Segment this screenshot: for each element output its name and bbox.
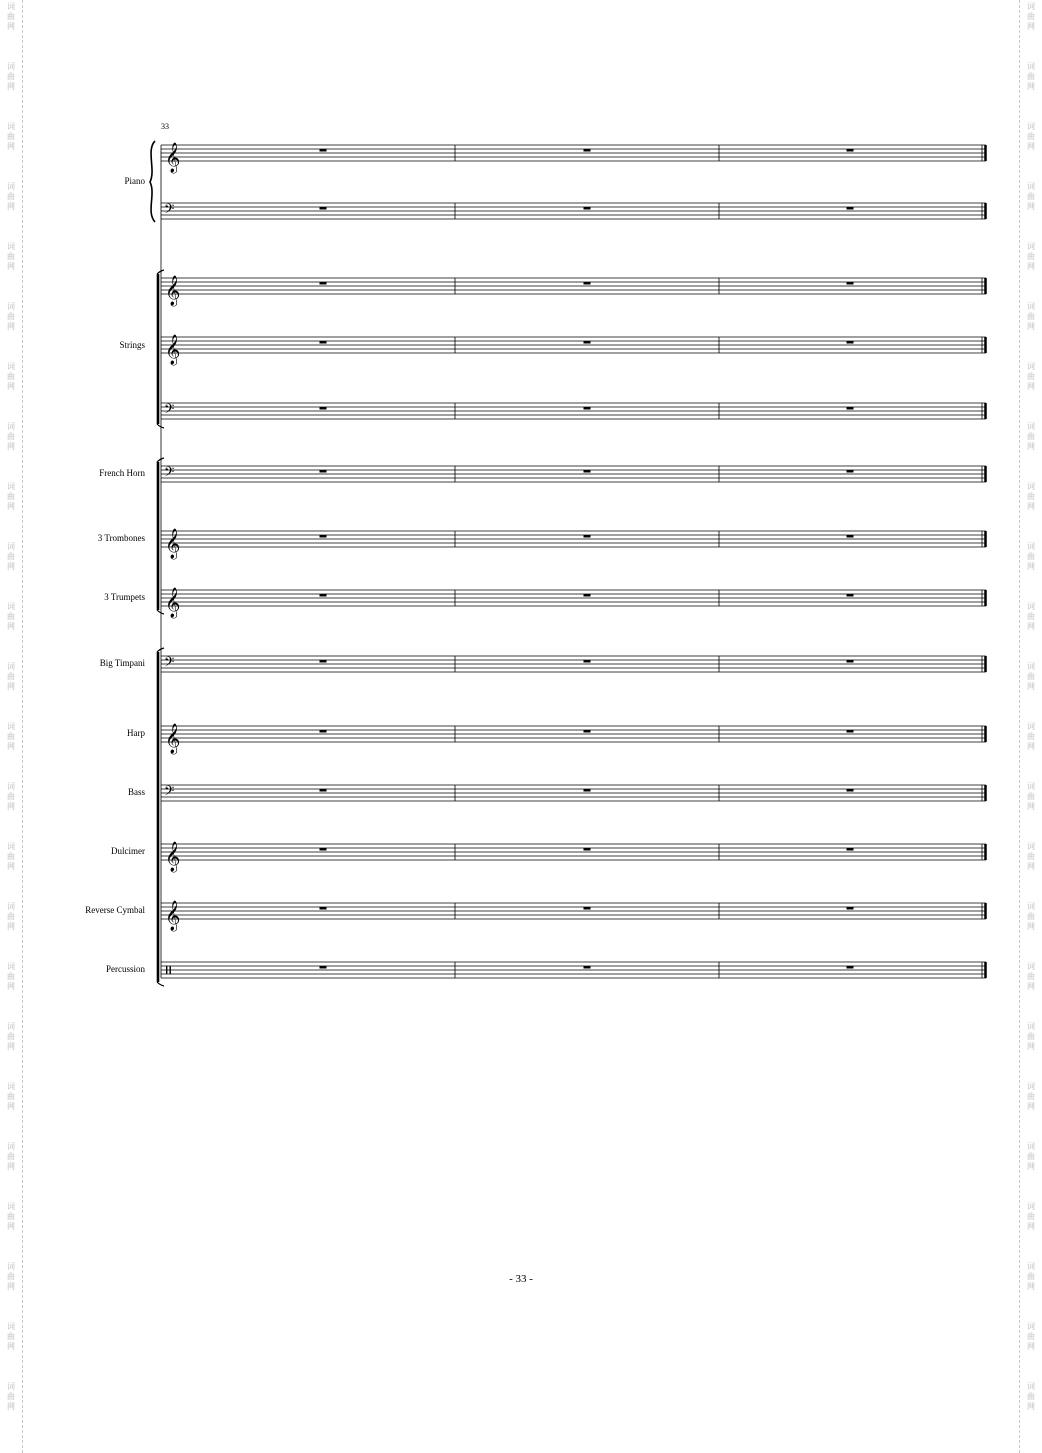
bass-clef: 𝄢	[164, 783, 175, 802]
watermark-glyph-group	[0, 1202, 22, 1232]
watermark-glyph-group	[0, 122, 22, 152]
watermark-char: 网	[7, 382, 15, 391]
staff-bass	[161, 783, 986, 802]
whole-rest	[320, 407, 327, 410]
instrument-label: 3 Trombones	[97, 533, 145, 543]
whole-rest	[320, 341, 327, 344]
watermark-char: 词	[7, 242, 15, 251]
brackets	[150, 141, 164, 986]
watermark-glyph-group	[1020, 362, 1042, 392]
staff-piano-treble	[161, 142, 986, 174]
watermark-char: 网	[1027, 622, 1035, 631]
whole-rest	[320, 730, 327, 733]
watermark-char: 词	[7, 722, 15, 731]
watermark-glyph-group	[1020, 1382, 1042, 1412]
watermark-glyph-group	[0, 362, 22, 392]
watermark-glyph-group	[0, 842, 22, 872]
watermark-char: 网	[1027, 82, 1035, 91]
instrument-label: Strings	[119, 340, 145, 350]
watermark-char: 网	[7, 1102, 15, 1111]
instrument-label: Big Timpani	[99, 658, 145, 668]
staff-percussion	[161, 962, 986, 978]
watermark-char: 曲	[7, 432, 15, 441]
watermark-char: 网	[7, 862, 15, 871]
watermark-glyph-group	[1020, 662, 1042, 692]
watermark-char: 网	[7, 262, 15, 271]
watermark-char: 曲	[7, 372, 15, 381]
staff-trumpets	[161, 587, 986, 619]
watermark-char: 曲	[1027, 1272, 1035, 1281]
watermark-char: 词	[1027, 662, 1035, 671]
watermark-char: 曲	[1027, 12, 1035, 21]
staff-big-timpani	[161, 654, 986, 673]
watermark-char: 曲	[7, 1032, 15, 1041]
watermark-glyph-group	[1020, 62, 1042, 92]
whole-rest	[584, 341, 591, 344]
instrument-label: Percussion	[106, 964, 145, 974]
whole-rest	[847, 848, 854, 851]
watermark-char: 曲	[1027, 1092, 1035, 1101]
treble-clef: 𝄞	[165, 588, 181, 618]
staff-harp	[161, 723, 986, 755]
watermark-char: 词	[1027, 602, 1035, 611]
staff-dulcimer	[161, 841, 986, 873]
watermark-char: 词	[7, 182, 15, 191]
whole-rest	[847, 789, 854, 792]
watermark-char: 网	[7, 322, 15, 331]
bracket-hook-bottom	[157, 424, 164, 428]
watermark-char: 词	[7, 902, 15, 911]
instrument-label: Piano	[124, 176, 145, 186]
watermark-char: 曲	[7, 972, 15, 981]
watermark-char: 网	[7, 442, 15, 451]
measure-number: 33	[161, 122, 169, 131]
watermark-char: 词	[1027, 1262, 1035, 1271]
percussion-bracket	[157, 648, 164, 986]
watermark-glyph-group	[1020, 542, 1042, 572]
watermark-char: 词	[1027, 842, 1035, 851]
watermark-char: 网	[7, 502, 15, 511]
whole-rest	[847, 407, 854, 410]
brass-bracket	[157, 458, 164, 614]
watermark-char: 词	[7, 1322, 15, 1331]
watermark-glyph-group	[0, 302, 22, 332]
bass-clef: 𝄢	[164, 401, 175, 420]
watermark-char: 词	[1027, 1322, 1035, 1331]
whole-rest	[847, 660, 854, 663]
watermark-glyph-group	[0, 242, 22, 272]
watermark-glyph-group	[0, 962, 22, 992]
watermark-char: 曲	[7, 912, 15, 921]
watermark-char: 词	[7, 1202, 15, 1211]
watermark-char: 词	[1027, 182, 1035, 191]
watermark-char: 网	[7, 1042, 15, 1051]
watermark-glyph-group	[1020, 902, 1042, 932]
watermark-char: 词	[1027, 302, 1035, 311]
watermark-char: 词	[1027, 962, 1035, 971]
whole-rest	[320, 282, 327, 285]
staff-strings-1	[161, 275, 986, 307]
watermark-char: 网	[1027, 802, 1035, 811]
whole-rest	[320, 594, 327, 597]
treble-clef: 𝄞	[165, 529, 181, 559]
whole-rest	[584, 848, 591, 851]
watermark-char: 网	[7, 562, 15, 571]
whole-rest	[847, 149, 854, 152]
watermark-char: 曲	[7, 552, 15, 561]
watermark-char: 曲	[7, 672, 15, 681]
watermark-glyph-group	[1020, 182, 1042, 212]
watermark-char: 曲	[7, 1392, 15, 1401]
watermark-glyph-group	[1020, 842, 1042, 872]
watermark-char: 曲	[1027, 852, 1035, 861]
whole-rest	[320, 149, 327, 152]
watermark-char: 词	[7, 482, 15, 491]
watermark-char: 曲	[1027, 252, 1035, 261]
watermark-char: 词	[7, 602, 15, 611]
watermark-char: 网	[7, 622, 15, 631]
watermark-char: 曲	[7, 612, 15, 621]
watermark-char: 网	[7, 1222, 15, 1231]
watermark-char: 网	[1027, 562, 1035, 571]
watermark-glyph-group	[1020, 122, 1042, 152]
watermark-char: 曲	[1027, 492, 1035, 501]
watermark-char: 词	[1027, 422, 1035, 431]
watermark-char: 网	[1027, 142, 1035, 151]
staff-strings-2	[161, 334, 986, 366]
whole-rest	[320, 966, 327, 969]
watermark-char: 词	[1027, 62, 1035, 71]
watermark-char: 曲	[1027, 732, 1035, 741]
watermark-glyph-group	[1020, 602, 1042, 632]
watermark-char: 词	[1027, 2, 1035, 11]
watermark-char: 词	[1027, 1022, 1035, 1031]
watermark-glyph-group	[1020, 302, 1042, 332]
watermark-glyph-group	[1020, 422, 1042, 452]
watermark-char: 曲	[1027, 672, 1035, 681]
watermark-glyph-group	[1020, 2, 1042, 32]
watermark-char: 曲	[1027, 1032, 1035, 1041]
watermark-glyph-group	[0, 62, 22, 92]
staff-reverse-cymbal	[161, 900, 986, 932]
treble-clef: 𝄞	[165, 276, 181, 306]
watermark-char: 曲	[1027, 372, 1035, 381]
watermark-glyph-group	[1020, 722, 1042, 752]
watermark-char: 词	[1027, 362, 1035, 371]
whole-rest	[584, 207, 591, 210]
watermark-char: 网	[1027, 1402, 1035, 1411]
whole-rest	[584, 407, 591, 410]
watermark-glyph-group	[0, 662, 22, 692]
watermark-glyph-group	[1020, 1022, 1042, 1052]
watermark-char: 网	[1027, 202, 1035, 211]
instrument-label: French Horn	[99, 468, 145, 478]
watermark-char: 词	[1027, 542, 1035, 551]
watermark-glyph-group	[1020, 782, 1042, 812]
watermark-char: 曲	[1027, 1152, 1035, 1161]
watermark-glyph-group	[0, 782, 22, 812]
watermark-char: 词	[1027, 122, 1035, 131]
watermark-char: 曲	[1027, 912, 1035, 921]
whole-rest	[847, 535, 854, 538]
bracket-hook-top	[157, 458, 164, 462]
bass-clef: 𝄢	[164, 654, 175, 673]
watermark-char: 词	[1027, 242, 1035, 251]
watermark-glyph-group	[1020, 1262, 1042, 1292]
watermark-char: 网	[7, 1402, 15, 1411]
treble-clef: 𝄞	[165, 335, 181, 365]
watermark-char: 词	[7, 662, 15, 671]
whole-rest	[584, 660, 591, 663]
watermark-char: 词	[7, 422, 15, 431]
page-number: - 33 -	[509, 1273, 533, 1285]
whole-rest	[584, 282, 591, 285]
watermark-glyph-group	[0, 1382, 22, 1412]
whole-rest	[847, 594, 854, 597]
instrument-label: Bass	[127, 787, 145, 797]
watermark-glyph-group	[1020, 1202, 1042, 1232]
whole-rest	[847, 207, 854, 210]
watermark-char: 网	[1027, 502, 1035, 511]
watermark-char: 网	[7, 682, 15, 691]
instrument-label: 3 Trumpets	[104, 592, 145, 602]
whole-rest	[320, 789, 327, 792]
watermark-char: 词	[7, 1262, 15, 1271]
whole-rest	[584, 789, 591, 792]
bracket-hook-bottom	[157, 982, 164, 986]
watermark-char: 网	[7, 1162, 15, 1171]
watermark-char: 网	[7, 742, 15, 751]
watermark-char: 网	[1027, 1102, 1035, 1111]
watermark-char: 词	[7, 122, 15, 131]
watermark-char: 词	[7, 2, 15, 11]
instrument-labels	[85, 176, 145, 974]
whole-rest	[584, 730, 591, 733]
watermark-char: 网	[1027, 382, 1035, 391]
watermark-glyph-group	[0, 1322, 22, 1352]
watermark-char: 曲	[1027, 1392, 1035, 1401]
watermark-char: 曲	[7, 312, 15, 321]
whole-rest	[320, 535, 327, 538]
watermark-char: 曲	[7, 492, 15, 501]
bracket-hook-top	[157, 648, 164, 652]
whole-rest	[320, 907, 327, 910]
instrument-label: Harp	[127, 728, 145, 738]
whole-rest	[584, 907, 591, 910]
watermark-char: 词	[1027, 902, 1035, 911]
watermark-char: 词	[7, 842, 15, 851]
watermark-char: 曲	[1027, 612, 1035, 621]
watermark-char: 词	[7, 782, 15, 791]
watermark-char: 词	[7, 1382, 15, 1391]
watermark-char: 网	[1027, 1162, 1035, 1171]
watermark-char: 曲	[7, 132, 15, 141]
watermark-glyph-group	[1020, 1082, 1042, 1112]
staff-strings-3	[161, 401, 986, 420]
watermark-char: 网	[7, 982, 15, 991]
watermark-char: 词	[7, 962, 15, 971]
watermark-char: 词	[7, 62, 15, 71]
whole-rest	[584, 535, 591, 538]
whole-rest	[320, 848, 327, 851]
watermark-char: 网	[1027, 322, 1035, 331]
watermark-glyph-group	[0, 1262, 22, 1292]
watermark-char: 网	[1027, 1282, 1035, 1291]
watermark-glyph-group	[1020, 962, 1042, 992]
watermark-char: 词	[7, 362, 15, 371]
watermark-char: 曲	[7, 1152, 15, 1161]
watermark-glyph-group	[0, 542, 22, 572]
watermark-char: 网	[1027, 1342, 1035, 1351]
watermark-char: 词	[1027, 482, 1035, 491]
watermark-char: 曲	[1027, 792, 1035, 801]
percussion-clef-bar	[166, 966, 167, 974]
watermark-char: 网	[7, 1342, 15, 1351]
watermark-char: 曲	[1027, 432, 1035, 441]
whole-rest	[320, 470, 327, 473]
watermark-glyph-group	[1020, 1142, 1042, 1172]
watermark-char: 网	[1027, 982, 1035, 991]
watermark-glyph-group	[0, 902, 22, 932]
watermark-char: 曲	[1027, 312, 1035, 321]
staff-system	[161, 142, 986, 978]
watermark-char: 曲	[7, 852, 15, 861]
watermark-char: 网	[1027, 442, 1035, 451]
watermark-char: 网	[7, 82, 15, 91]
watermark-char: 曲	[1027, 972, 1035, 981]
bass-clef: 𝄢	[164, 464, 175, 483]
watermark-char: 曲	[1027, 132, 1035, 141]
watermark-char: 曲	[7, 1092, 15, 1101]
watermark-char: 网	[1027, 862, 1035, 871]
watermark-char: 词	[1027, 1082, 1035, 1091]
watermark-char: 网	[1027, 1222, 1035, 1231]
watermark-glyph-group	[0, 1022, 22, 1052]
whole-rest	[847, 966, 854, 969]
watermark-char: 曲	[7, 192, 15, 201]
watermark-char: 词	[7, 302, 15, 311]
watermark-char: 词	[1027, 1202, 1035, 1211]
whole-rest	[320, 660, 327, 663]
watermark-char: 曲	[7, 1332, 15, 1341]
whole-rest	[847, 341, 854, 344]
watermark-glyph-group	[1020, 242, 1042, 272]
whole-rest	[847, 730, 854, 733]
watermark-glyph-group	[0, 722, 22, 752]
whole-rest	[847, 470, 854, 473]
instrument-label: Dulcimer	[111, 846, 145, 856]
watermark-char: 网	[7, 922, 15, 931]
watermark-char: 曲	[7, 792, 15, 801]
watermark-char: 网	[1027, 922, 1035, 931]
watermark-char: 词	[1027, 722, 1035, 731]
watermark-char: 曲	[1027, 192, 1035, 201]
watermark-glyph-group	[0, 1082, 22, 1112]
instrument-label: Reverse Cymbal	[85, 905, 145, 915]
treble-clef: 𝄞	[165, 842, 181, 872]
whole-rest	[584, 149, 591, 152]
watermark-glyph-group	[1020, 482, 1042, 512]
watermark-char: 词	[7, 1082, 15, 1091]
whole-rest	[320, 207, 327, 210]
watermark-char: 曲	[7, 1272, 15, 1281]
watermark-char: 词	[7, 1022, 15, 1031]
staff-trombones	[161, 528, 986, 560]
watermark-char: 网	[7, 142, 15, 151]
watermark-char: 曲	[7, 12, 15, 21]
staff-french-horn	[161, 464, 986, 483]
piano-brace	[150, 141, 155, 222]
watermark-char: 曲	[1027, 72, 1035, 81]
watermark-char: 曲	[1027, 1332, 1035, 1341]
treble-clef: 𝄞	[165, 143, 181, 173]
watermark-char: 曲	[7, 252, 15, 261]
watermark-char: 网	[7, 22, 15, 31]
whole-rest	[847, 907, 854, 910]
watermark-char: 曲	[7, 732, 15, 741]
bass-clef: 𝄢	[164, 201, 175, 220]
watermark-glyph-group	[0, 1142, 22, 1172]
watermark-char: 网	[7, 202, 15, 211]
watermark-char: 曲	[7, 72, 15, 81]
watermark-glyph-group	[0, 482, 22, 512]
watermark-glyph-group	[0, 602, 22, 632]
watermark-glyph-group	[0, 2, 22, 32]
whole-rest	[584, 966, 591, 969]
watermark-char: 网	[1027, 22, 1035, 31]
watermark-char: 词	[7, 1142, 15, 1151]
whole-rest	[847, 282, 854, 285]
watermark-char: 曲	[1027, 1212, 1035, 1221]
watermark-char: 词	[1027, 1142, 1035, 1151]
watermark-char: 网	[1027, 262, 1035, 271]
watermark-char: 网	[1027, 1042, 1035, 1051]
bracket-hook-bottom	[157, 610, 164, 614]
watermark-char: 词	[7, 542, 15, 551]
watermark-char: 网	[1027, 742, 1035, 751]
watermark-char: 词	[1027, 1382, 1035, 1391]
watermark-char: 词	[1027, 782, 1035, 791]
staff-piano-bass	[161, 201, 986, 220]
whole-rest	[584, 470, 591, 473]
whole-rest	[584, 594, 591, 597]
watermark-glyph-group	[1020, 1322, 1042, 1352]
treble-clef: 𝄞	[165, 901, 181, 931]
watermark-glyph-group	[0, 422, 22, 452]
watermark-char: 网	[7, 1282, 15, 1291]
percussion-clef-bar	[170, 966, 171, 974]
watermark-char: 曲	[1027, 552, 1035, 561]
watermark-glyph-group	[0, 182, 22, 212]
watermark-char: 网	[7, 802, 15, 811]
treble-clef: 𝄞	[165, 724, 181, 754]
watermark-char: 曲	[7, 1212, 15, 1221]
bracket-hook-top	[157, 270, 164, 274]
watermark-char: 网	[1027, 682, 1035, 691]
